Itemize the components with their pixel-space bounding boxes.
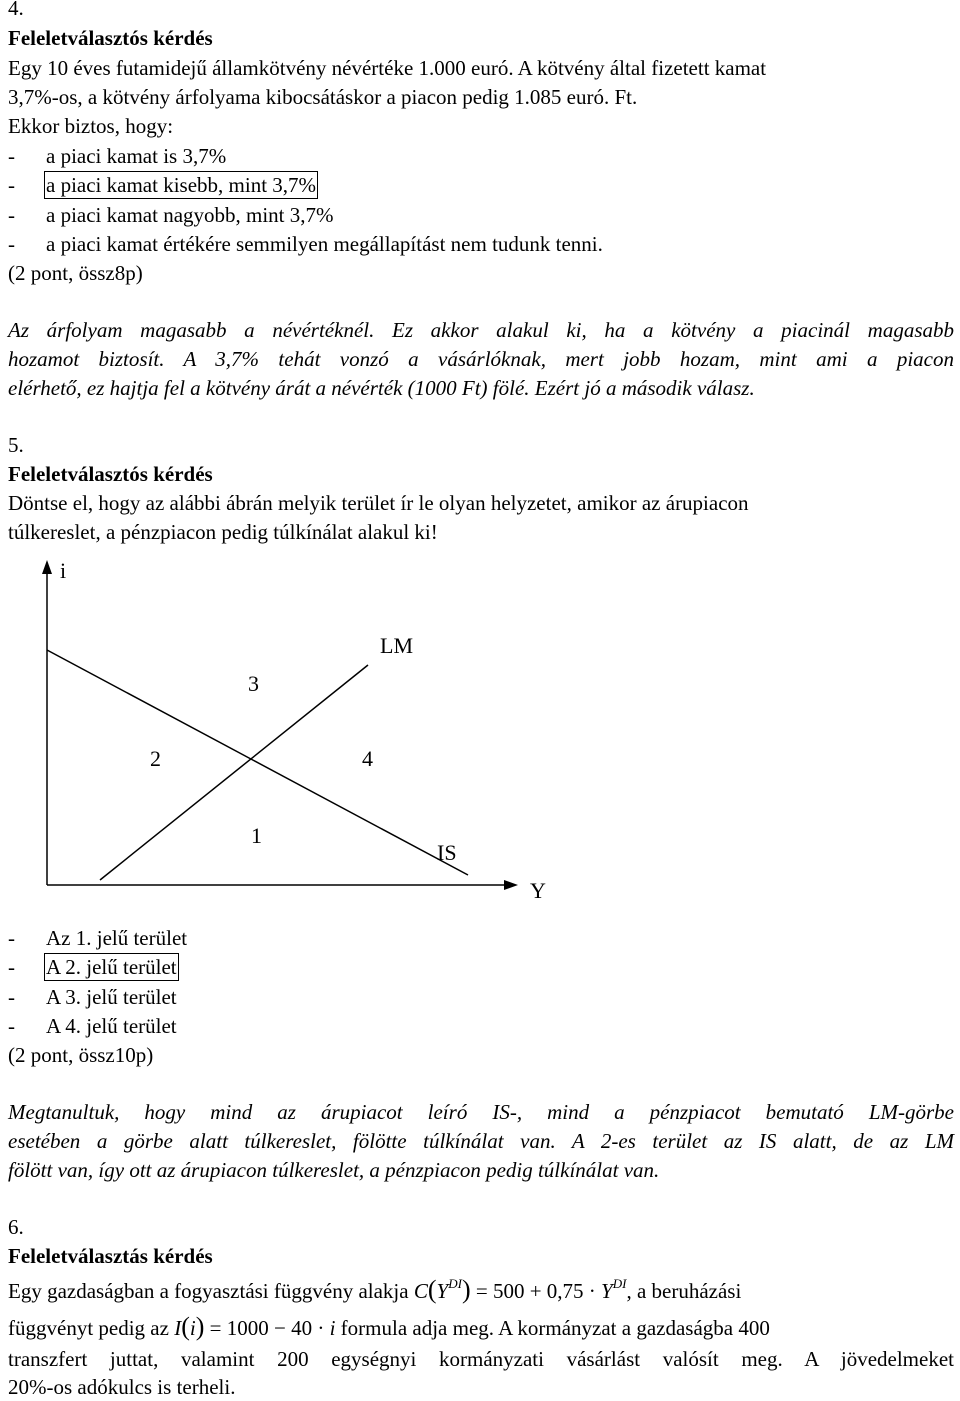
dash: - <box>8 203 15 227</box>
q5-number: 5. <box>8 433 24 457</box>
q6-line4: 20%-os adókulcs is terheli. <box>8 1375 236 1399</box>
q6-number: 6. <box>8 1215 24 1239</box>
q4-option-1[interactable] <box>8 142 226 170</box>
formula-y: Y <box>436 1279 449 1303</box>
region-4-label: 4 <box>362 746 373 771</box>
q4-text-line1: Egy 10 éves futamidejű államkötvény névértéke 1.000 euró. A kötvény által fizetett kamat <box>8 56 767 80</box>
q4-number: 4. <box>8 0 24 20</box>
q4-answer-line3: elérhető, ez hajtja fel a kötvény árát a névérték (1000 Ft) fölé. Ezért jó a második válasz. <box>8 376 755 400</box>
is-lm-diagram <box>0 550 600 910</box>
q6-line2-text: függvényt pedig az <box>8 1316 169 1340</box>
q5-type-heading: Feleletválasztós kérdés <box>8 462 213 486</box>
dash: - <box>8 1014 15 1038</box>
q6-line1 <box>8 1276 741 1308</box>
formula-c: C <box>413 1279 428 1303</box>
dash: - <box>8 173 15 197</box>
lm-curve <box>100 665 368 880</box>
y-axis-label: i <box>60 558 67 583</box>
q6-type-heading: Feleletválasztás kérdés <box>8 1244 213 1268</box>
q4-answer-line2: hozamot biztosít. A 3,7% tehát vonzó a vásárlóknak, mert jobb hozam, mint ami a piacon <box>8 347 954 371</box>
y-axis-arrow <box>42 560 52 574</box>
q5-option-4-label: A 4. jelű terület <box>46 1014 177 1038</box>
q4-option-3[interactable] <box>8 201 334 229</box>
formula-i-arg: i <box>189 1316 196 1340</box>
q5-text-line2: túlkereslet, a pénzpiacon pedig túlkínálat alakul ki! <box>8 520 438 544</box>
q5-answer-line1: Megtanultuk, hogy mind az árupiacot leíró IS-, mind a pénzpiacot bemutató LM-görbe <box>8 1100 954 1124</box>
q5-points: (2 pont, össz10p) <box>8 1043 154 1067</box>
q6-line1-text: Egy gazdaságban a fogyasztási függvény alakja <box>8 1279 409 1303</box>
q4-option-2-label-selected: a piaci kamat kisebb, mint 3,7% <box>46 173 317 197</box>
q6-line1-after: , a beruházási <box>626 1279 742 1303</box>
q5-option-2[interactable] <box>8 953 177 981</box>
formula-i-var: i <box>329 1316 336 1340</box>
formula-rest2: = 1000 − 40 · <box>209 1316 325 1340</box>
formula-y2: Y <box>601 1279 613 1303</box>
x-axis-arrow <box>504 880 518 890</box>
q4-text-line3: Ekkor biztos, hogy: <box>8 114 174 138</box>
formula-i-fn: I <box>174 1316 182 1340</box>
q4-points: (2 pont, össz8p) <box>8 261 143 285</box>
formula-rest: = 500 + 0,75 · <box>475 1279 596 1303</box>
q4-text-line2: 3,7%-os, a kötvény árfolyama kibocsátáskor a piacon pedig 1.085 euró. Ft. <box>8 85 638 109</box>
q5-answer-line3: fölött van, így ott az árupiacon túlkereslet, a pénzpiacon pedig túlkínálat van. <box>8 1158 660 1182</box>
q5-option-3[interactable] <box>8 983 177 1011</box>
q4-type-heading: Feleletválasztós kérdés <box>8 26 213 50</box>
region-3-label: 3 <box>248 671 259 696</box>
region-1-label: 1 <box>251 823 262 848</box>
q6-line2 <box>8 1313 770 1342</box>
q4-option-4-label: a piaci kamat értékére semmilyen megállapítást nem tudunk tenni. <box>46 232 603 256</box>
dash: - <box>8 985 15 1009</box>
lm-curve-label: LM <box>380 633 413 658</box>
q5-option-1-label: Az 1. jelű terület <box>46 926 188 950</box>
q4-option-4[interactable] <box>8 230 603 258</box>
q5-answer-line2: esetében a görbe alatt túlkereslet, fölötte túlkínálat van. A 2-es terület az IS alatt, de az LM <box>8 1129 954 1153</box>
investment-formula: I(i) = 1000 − 40 · i <box>174 1312 336 1341</box>
q5-option-3-label: A 3. jelű terület <box>46 985 177 1009</box>
q6-line3: transzfert juttat, valamint 200 egységnyi kormányzati vásárlást valósít meg. A jövedelmeket <box>8 1347 954 1371</box>
q5-option-2-label-selected: A 2. jelű terület <box>46 955 177 979</box>
formula-di: DI <box>448 1276 462 1291</box>
formula-di2: DI <box>612 1276 627 1291</box>
dash: - <box>8 144 15 168</box>
q5-text-line1: Döntse el, hogy az alábbi ábrán melyik terület ír le olyan helyzetet, amikor az árupiacon <box>8 491 749 515</box>
dash: - <box>8 232 15 256</box>
dash: - <box>8 926 15 950</box>
q5-option-1[interactable] <box>8 924 187 952</box>
x-axis-label: Y <box>530 878 546 903</box>
q4-option-3-label: a piaci kamat nagyobb, mint 3,7% <box>46 203 334 227</box>
q4-option-2[interactable] <box>8 171 316 199</box>
q4-answer-line1: Az árfolyam magasabb a névértéknél. Ez akkor alakul ki, ha a kötvény a piacinál magasabb <box>8 318 954 342</box>
q4-option-1-label: a piaci kamat is 3,7% <box>46 144 227 168</box>
is-curve-label: IS <box>437 840 457 865</box>
consumption-formula: $C(Y^{DI}) = 500 + 0,75 \cdot Y^{DI}$ <box>413 1275 627 1304</box>
dash: - <box>8 955 15 979</box>
region-2-label: 2 <box>150 746 161 771</box>
q5-option-4[interactable] <box>8 1012 177 1040</box>
q6-line2-after: formula adja meg. A kormányzat a gazdaságba 400 <box>340 1316 770 1340</box>
